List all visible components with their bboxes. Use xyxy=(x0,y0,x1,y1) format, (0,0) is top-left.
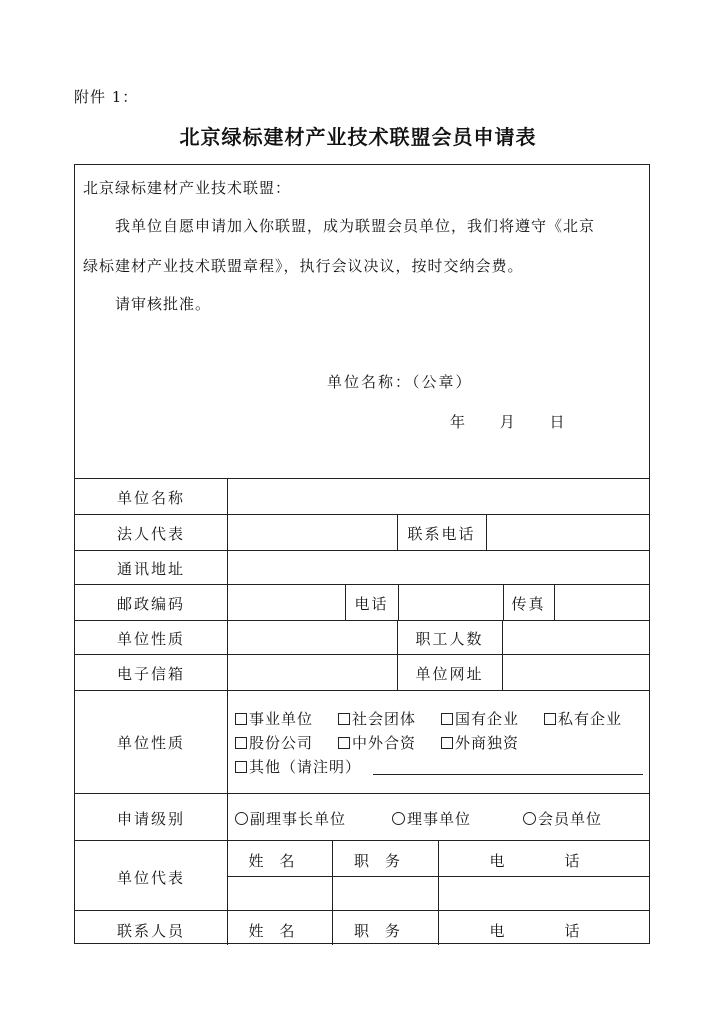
label-contact-phone: 联系电话 xyxy=(407,525,476,543)
rep-header-phone: 电话 xyxy=(489,852,640,870)
option-vice-chairman-unit[interactable]: 副理事长单位 xyxy=(235,808,346,829)
letter-salutation: 北京绿标建材产业技术联盟： xyxy=(83,179,292,197)
rep-header-name: 姓名 xyxy=(248,852,311,870)
letter-closing: 请审核批准。 xyxy=(115,295,212,313)
label-staff-count: 职工人数 xyxy=(415,630,484,648)
radio-icon xyxy=(235,812,248,825)
contact-header-position: 职务 xyxy=(353,922,416,940)
label-unit-rep: 单位代表 xyxy=(116,869,185,887)
checkbox-icon xyxy=(235,713,247,725)
checkbox-icon xyxy=(338,713,350,725)
label-contact-person: 联系人员 xyxy=(116,922,185,940)
letter-date: 年 月 日 xyxy=(450,413,566,431)
label-apply-level: 申请级别 xyxy=(116,810,185,828)
rep-header-position: 职务 xyxy=(353,852,416,870)
label-website: 单位网址 xyxy=(415,665,484,683)
option-public-institution[interactable]: 事业单位 xyxy=(235,708,313,729)
option-social-group[interactable]: 社会团体 xyxy=(338,708,416,729)
label-address: 通讯地址 xyxy=(116,560,185,578)
label-phone: 电话 xyxy=(354,595,389,613)
other-specify-line[interactable] xyxy=(373,774,643,775)
form-title: 北京绿标建材产业技术联盟会员申请表 xyxy=(179,125,537,149)
letter-body-line1: 我单位自愿申请加入你联盟，成为联盟会员单位，我们将遵守《北京 xyxy=(115,217,596,235)
option-member-unit[interactable]: 会员单位 xyxy=(523,808,602,829)
checkbox-icon xyxy=(338,737,350,749)
label-email: 电子信箱 xyxy=(116,665,185,683)
contact-header-name: 姓名 xyxy=(248,922,311,940)
option-other[interactable]: 其他（请注明） xyxy=(235,756,361,777)
attachment-label: 附件 1： xyxy=(74,88,139,106)
checkbox-icon xyxy=(235,761,247,773)
radio-icon xyxy=(392,812,405,825)
radio-icon xyxy=(523,812,536,825)
label-fax: 传真 xyxy=(511,595,546,613)
label-unit-name: 单位名称 xyxy=(116,489,185,507)
option-joint-stock[interactable]: 股份公司 xyxy=(235,732,313,753)
option-director-unit[interactable]: 理事单位 xyxy=(392,808,471,829)
option-sino-foreign-jv[interactable]: 中外合资 xyxy=(338,732,416,753)
label-unit-nature-type: 单位性质 xyxy=(116,734,185,752)
label-postcode: 邮政编码 xyxy=(116,595,185,613)
label-legal-rep: 法人代表 xyxy=(116,525,185,543)
option-foreign-owned[interactable]: 外商独资 xyxy=(441,732,519,753)
letter-body-line2: 绿标建材产业技术联盟章程》，执行会议决议，按时交纳会费。 xyxy=(83,257,524,275)
checkbox-icon xyxy=(544,713,556,725)
option-state-owned[interactable]: 国有企业 xyxy=(441,708,519,729)
checkbox-icon xyxy=(441,737,453,749)
checkbox-icon xyxy=(441,713,453,725)
contact-header-phone: 电话 xyxy=(489,922,640,940)
letter-signature: 单位名称：（公章） xyxy=(327,373,473,391)
checkbox-icon xyxy=(235,737,247,749)
option-private-enterprise[interactable]: 私有企业 xyxy=(544,708,622,729)
label-unit-nature: 单位性质 xyxy=(116,630,185,648)
application-form xyxy=(74,164,650,944)
